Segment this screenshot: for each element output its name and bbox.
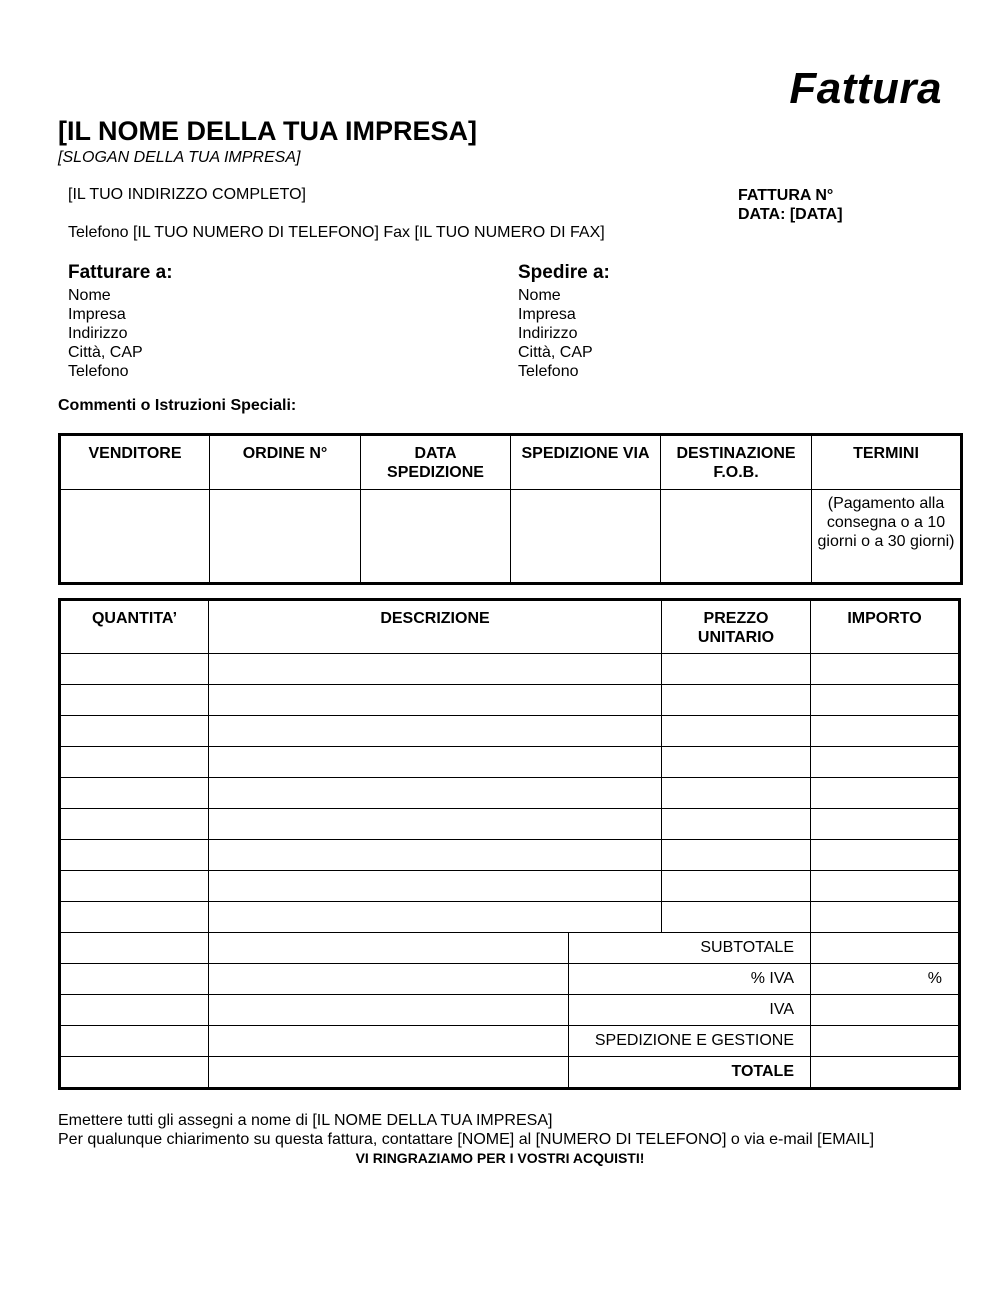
vat-row (60, 995, 960, 1026)
total-value[interactable] (811, 1057, 960, 1089)
description-cell[interactable] (209, 871, 662, 902)
description-cell[interactable] (209, 747, 662, 778)
vat-value[interactable] (811, 995, 960, 1026)
footer-notes (58, 1111, 874, 1149)
company-slogan: [SLOGAN DELLA TUA IMPRESA] (58, 149, 301, 166)
qty-cell[interactable] (60, 871, 209, 902)
unit-price-cell[interactable] (662, 778, 811, 809)
subtotal-row (60, 933, 960, 964)
shipping-header-row (60, 435, 962, 490)
table-row (60, 778, 960, 809)
blank-cell (209, 1057, 569, 1089)
table-row (60, 716, 960, 747)
ship-to-line: Impresa (518, 306, 576, 323)
description-cell[interactable] (209, 809, 662, 840)
qty-cell[interactable] (60, 716, 209, 747)
ship-to-line: Nome (518, 287, 561, 304)
comments-label: Commenti o Istruzioni Speciali: (58, 397, 297, 414)
header-vendor: VENDITORE (60, 435, 210, 490)
blank-cell (60, 933, 209, 964)
invoice-date-label: DATA: [DATA] (738, 206, 843, 223)
description-cell[interactable] (209, 685, 662, 716)
amount-cell[interactable] (811, 654, 960, 685)
unit-price-cell[interactable] (662, 685, 811, 716)
description-cell[interactable] (209, 840, 662, 871)
items-table (58, 598, 961, 1090)
shipping-handling-label: SPEDIZIONE E GESTIONE (569, 1026, 811, 1057)
amount-cell[interactable] (811, 871, 960, 902)
qty-cell[interactable] (60, 654, 209, 685)
blank-cell (60, 995, 209, 1026)
amount-cell[interactable] (811, 747, 960, 778)
qty-cell[interactable] (60, 747, 209, 778)
bill-to-line: Città, CAP (68, 344, 143, 361)
qty-cell[interactable] (60, 840, 209, 871)
bill-to-line: Indirizzo (68, 325, 128, 342)
bill-to-header: Fatturare a: (68, 262, 173, 283)
header-terms: TERMINI (812, 435, 962, 490)
unit-price-cell[interactable] (662, 809, 811, 840)
table-row (60, 840, 960, 871)
company-phone-fax: Telefono [IL TUO NUMERO DI TELEFONO] Fax [IL TUO NUMERO DI FAX] (68, 224, 605, 241)
table-row (60, 902, 960, 933)
header-order-number: ORDINE N° (210, 435, 361, 490)
table-row (60, 871, 960, 902)
description-cell[interactable] (209, 716, 662, 747)
header-unit-price: PREZZO UNITARIO (662, 600, 811, 654)
total-label: TOTALE (569, 1057, 811, 1089)
ship-to-line: Città, CAP (518, 344, 593, 361)
document-title: Fattura (789, 64, 942, 113)
unit-price-cell[interactable] (662, 902, 811, 933)
unit-price-cell[interactable] (662, 654, 811, 685)
vat-rate-value[interactable]: % (811, 964, 960, 995)
shipping-info-table (58, 433, 963, 585)
table-row (60, 809, 960, 840)
unit-price-cell[interactable] (662, 871, 811, 902)
blank-cell (209, 1026, 569, 1057)
description-cell[interactable] (209, 902, 662, 933)
company-address: [IL TUO INDIRIZZO COMPLETO] (68, 186, 306, 203)
thank-you-message: VI RINGRAZIAMO PER I VOSTRI ACQUISTI! (355, 1150, 645, 1166)
qty-cell[interactable] (60, 685, 209, 716)
qty-cell[interactable] (60, 809, 209, 840)
company-name: [IL NOME DELLA TUA IMPRESA] (58, 116, 477, 146)
amount-cell[interactable] (811, 716, 960, 747)
fob-cell[interactable] (661, 490, 812, 584)
header-quantity: QUANTITA’ (60, 600, 209, 654)
blank-cell (60, 964, 209, 995)
order-number-cell[interactable] (210, 490, 361, 584)
description-cell[interactable] (209, 778, 662, 809)
vat-rate-row (60, 964, 960, 995)
qty-cell[interactable] (60, 778, 209, 809)
header-ship-date: DATA SPEDIZIONE (361, 435, 511, 490)
vat-label: IVA (569, 995, 811, 1026)
shipping-data-row (60, 490, 962, 584)
invoice-number-label: FATTURA N° (738, 187, 834, 204)
subtotal-label: SUBTOTALE (569, 933, 811, 964)
blank-cell (60, 1026, 209, 1057)
items-header-row (60, 600, 960, 654)
header-ship-via: SPEDIZIONE VIA (511, 435, 661, 490)
bill-to-line: Nome (68, 287, 111, 304)
description-cell[interactable] (209, 654, 662, 685)
contact-note: Per qualunque chiarimento su questa fattura, contattare [NOME] al [NUMERO DI TELEFONO] o via e-mail [EMAIL] (58, 1131, 875, 1148)
ship-to-line: Indirizzo (518, 325, 578, 342)
shipping-handling-value[interactable] (811, 1026, 960, 1057)
total-row (60, 1057, 960, 1089)
ship-to-block (518, 260, 610, 381)
ship-to-header: Spedire a: (518, 262, 610, 283)
bill-to-line: Impresa (68, 306, 126, 323)
amount-cell[interactable] (811, 840, 960, 871)
ship-via-cell[interactable] (511, 490, 661, 584)
vat-rate-label: % IVA (569, 964, 811, 995)
checks-payable-note: Emettere tutti gli assegni a nome di [IL NOME DELLA TUA IMPRESA] (58, 1112, 553, 1129)
blank-cell (209, 933, 569, 964)
shipping-handling-row (60, 1026, 960, 1057)
amount-cell[interactable] (811, 809, 960, 840)
header-fob: DESTINAZIONE F.O.B. (661, 435, 812, 490)
invoice-meta (738, 186, 843, 224)
header-description: DESCRIZIONE (209, 600, 662, 654)
ship-to-line: Telefono (518, 363, 579, 380)
table-row (60, 654, 960, 685)
qty-cell[interactable] (60, 902, 209, 933)
table-row (60, 685, 960, 716)
bill-to-block (68, 260, 173, 381)
ship-date-cell[interactable] (361, 490, 511, 584)
unit-price-cell[interactable] (662, 840, 811, 871)
terms-cell[interactable]: (Pagamento alla consegna o a 10 giorni o a 30 giorni) (812, 490, 962, 584)
subtotal-value[interactable] (811, 933, 960, 964)
unit-price-cell[interactable] (662, 747, 811, 778)
unit-price-cell[interactable] (662, 716, 811, 747)
table-row (60, 747, 960, 778)
amount-cell[interactable] (811, 778, 960, 809)
blank-cell (209, 995, 569, 1026)
vendor-cell[interactable] (60, 490, 210, 584)
blank-cell (209, 964, 569, 995)
bill-to-line: Telefono (68, 363, 129, 380)
amount-cell[interactable] (811, 685, 960, 716)
blank-cell (60, 1057, 209, 1089)
header-amount: IMPORTO (811, 600, 960, 654)
amount-cell[interactable] (811, 902, 960, 933)
